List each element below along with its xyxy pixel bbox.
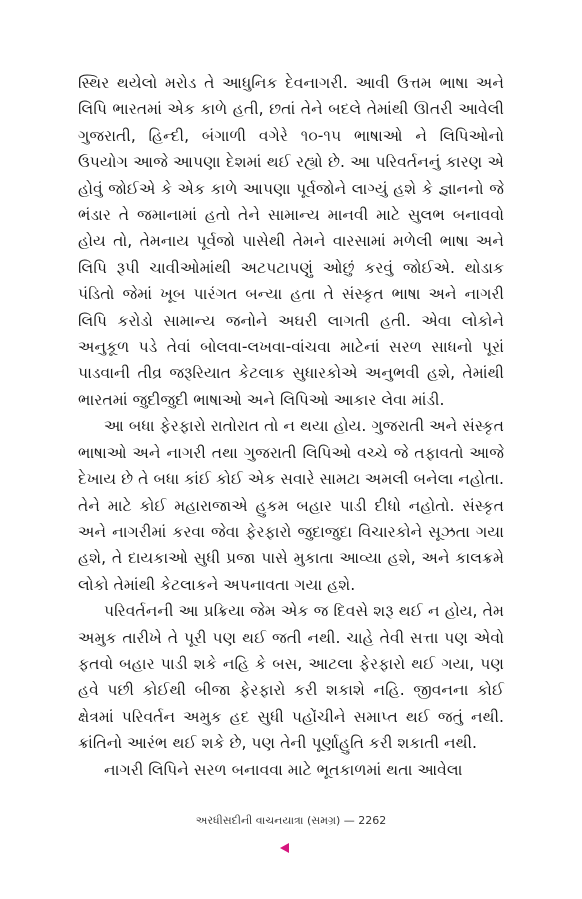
paragraph-1: સ્થિર થયેલો મરોડ તે આધુનિક દેવનાગરી. આવી ઉત્તમ ભાષા અને લિપિ ભારતમાં એક કાળે હતી, છતાં તેને બદલે તેમાંથી ઊતરી આવેલી ગુજરાતી, હિન્દી, બંગાળી વગેરે ૧૦-૧૫ ભાષાઓ ને લિપિઓનો ઉપયોગ આજે આપણા દેશમાં થઈ રહ્યો છે. આ પરિવર્તનનું કારણ એ હોવું જોઈએ કે એક કાળે આપણા પૂર્વજોને લાગ્યું હશે કે જ્ઞાનનો જે ભંડાર તે જમાનામાં હતો તેને સામાન્ય માનવી માટે સુલભ બનાવવો હોય તો, તેમનાય પૂર્વજો પાસેથી તેમને વારસામાં મળેલી ભાષા અને લિપિ રૂપી ચાવીઓમાંથી અટપટાપણું ઓછું કરવું જોઈએ. થોડાક પંડિતો જેમાં ખૂબ પારંગત બન્યા હતા તે સંસ્કૃત ભાષા અને નાગરી લિપિ કરોડો સામાન્ય જનોને અઘરી લાગતી હતી. એવા લોકોને અનુકૂળ પડે તેવાં બોલવા-લખવા-વાંચવા માટેનાં સરળ સાધનો પૂરાં પાડવાની તીવ્ર જરૂરિયાત કેટલાક સુધારકોએ અનુભવી હશે, તેમાંથી ભારતમાં જુદીજુદી ભાષાઓ અને લિપિઓ આકાર લેવા માંડી. [78, 74, 504, 409]
page-body [78, 70, 504, 783]
paragraph-2: આ બધા ફેરફારો રાતોરાત તો ન થયા હોય. ગુજરાતી અને સંસ્કૃત ભાષાઓ અને નાગરી તથા ગુજરાતી લિપિઓ વચ્ચે જે તફાવતો આજે દેખાય છે તે બધા કાંઈ કોઈ એક સવારે સામટા અમલી બનેલા નહોતા. તેને માટે કોઈ મહારાજાએ હુકમ બહાર પાડી દીધો નહોતો. સંસ્કૃત અને નાગરીમાં કરવા જેવા ફેરફારો જુદાજુદા વિચારકોને સૂઝતા ગયા હશે, તે દાયકાઓ સુધી પ્રજા પાસે મુકાતા આવ્યા હશે, અને કાલક્રમે લોકો તેમાંથી કેટલાકને અપનાવતા ગયા હશે. [78, 417, 504, 594]
paragraph-4: નાગરી લિપિને સરળ બનાવવા માટે ભૂતકાળમાં થતા આવેલા [104, 760, 463, 779]
previous-page-arrow-icon[interactable] [280, 843, 289, 853]
page-footer: અરધીસદીની વાચનયાત્રા (સમગ્ર) — 2262 [195, 814, 387, 827]
paragraph-3: પરિવર્તનની આ પ્રક્રિયા જેમ એક જ દિવસે શરૂ થઈ ન હોય, તેમ અમુક તારીખે તે પૂરી પણ થઈ જતી નથી. ચાહે તેવી સત્તા પણ એવો ફતવો બહાર પાડી શકે નહિ કે બસ, આટલા ફેરફારો થઈ ગયા, પણ હવે પછી કોઈથી બીજા ફેરફારો કરી શકાશે નહિ. જીવનના કોઈ ક્ષેત્રમાં પરિવર્તન અમુક હદ સુધી પહોંચીને સમાપ્ત થઈ જતું નથી. ક્રાંતિનો આરંભ થઈ શકે છે, પણ તેની પૂર્ણાહુતિ કરી શકાતી નથી. [78, 602, 504, 753]
